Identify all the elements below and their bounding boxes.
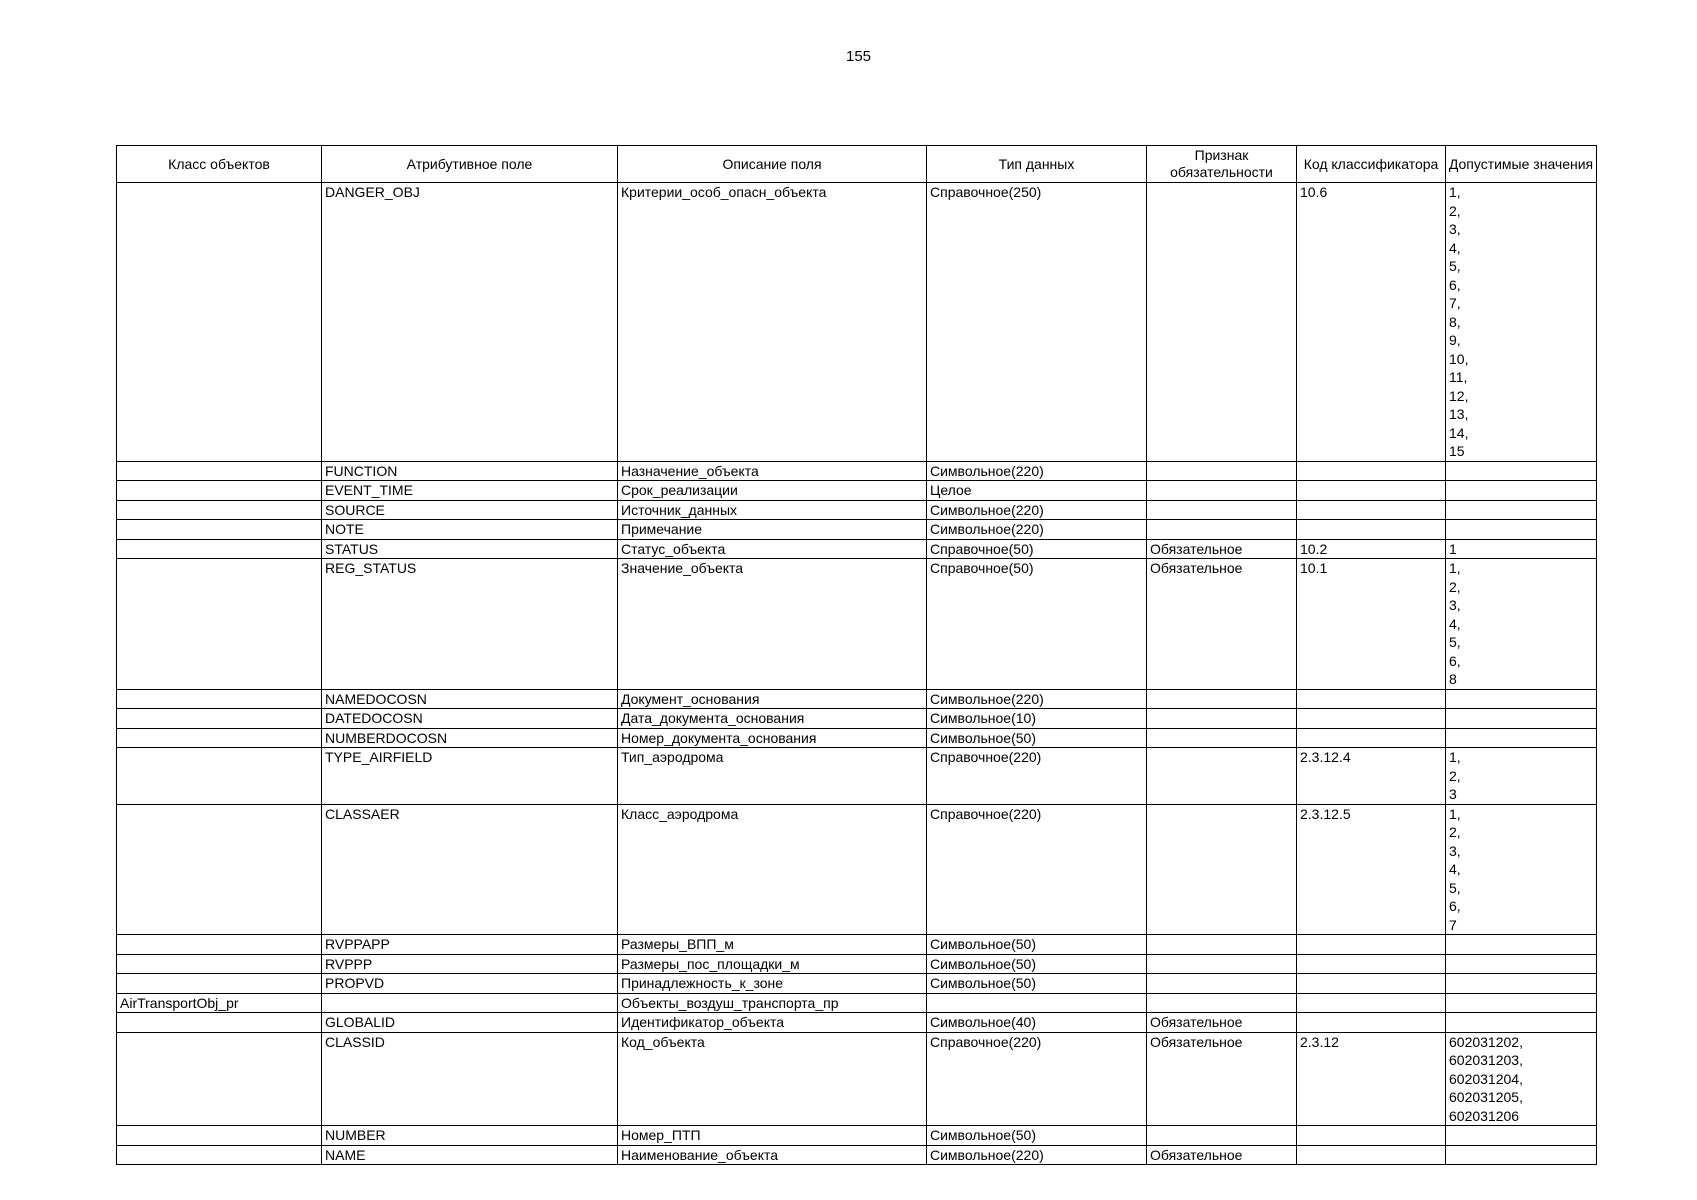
- cell-attribute-field: FUNCTION: [322, 461, 618, 481]
- cell-attribute-field: RVPPP: [322, 954, 618, 974]
- cell-data-type: Символьное(50): [927, 954, 1147, 974]
- attribute-table: [116, 145, 1597, 1165]
- cell-object-class: AirTransportObj_pr: [117, 993, 322, 1013]
- cell-required-flag: [1147, 954, 1297, 974]
- cell-data-type: Справочное(220): [927, 748, 1147, 805]
- cell-data-type: Символьное(220): [927, 1145, 1147, 1165]
- cell-required-flag: [1147, 804, 1297, 935]
- cell-data-type: Символьное(50): [927, 935, 1147, 955]
- header-required-flag: Признак обязательности: [1147, 146, 1297, 183]
- cell-attribute-field: NUMBERDOCOSN: [322, 728, 618, 748]
- cell-object-class: [117, 481, 322, 501]
- cell-required-flag: Обязательное: [1147, 539, 1297, 559]
- cell-required-flag: [1147, 520, 1297, 540]
- cell-data-type: Символьное(220): [927, 520, 1147, 540]
- cell-attribute-field: DANGER_OBJ: [322, 183, 618, 462]
- table-row: [117, 1013, 1597, 1033]
- cell-object-class: [117, 1032, 322, 1126]
- header-classifier-code: Код классификатора: [1297, 146, 1446, 183]
- cell-allowed-values: 1, 2, 3, 4, 5, 6, 7, 8, 9, 10, 11, 12, 13, 14, 15: [1446, 183, 1597, 462]
- cell-required-flag: [1147, 993, 1297, 1013]
- table-row: [117, 689, 1597, 709]
- table-row: [117, 539, 1597, 559]
- cell-classifier-code: 2.3.12.5: [1297, 804, 1446, 935]
- table-row: [117, 481, 1597, 501]
- cell-attribute-field: DATEDOCOSN: [322, 709, 618, 729]
- cell-object-class: [117, 1126, 322, 1146]
- cell-object-class: [117, 461, 322, 481]
- cell-object-class: [117, 1145, 322, 1165]
- cell-classifier-code: [1297, 935, 1446, 955]
- cell-field-description: Размеры_пос_площадки_м: [618, 954, 927, 974]
- table-row: [117, 461, 1597, 481]
- cell-attribute-field: PROPVD: [322, 974, 618, 994]
- cell-attribute-field: CLASSID: [322, 1032, 618, 1126]
- table-body: [117, 183, 1597, 1165]
- cell-field-description: Срок_реализации: [618, 481, 927, 501]
- cell-data-type: Символьное(50): [927, 1126, 1147, 1146]
- cell-attribute-field: [322, 993, 618, 1013]
- cell-attribute-field: CLASSAER: [322, 804, 618, 935]
- cell-field-description: Значение_объекта: [618, 559, 927, 690]
- cell-classifier-code: [1297, 461, 1446, 481]
- table-header-row: [117, 146, 1597, 183]
- cell-object-class: [117, 954, 322, 974]
- page-number: 155: [845, 48, 872, 65]
- cell-attribute-field: TYPE_AIRFIELD: [322, 748, 618, 805]
- cell-attribute-field: NAME: [322, 1145, 618, 1165]
- cell-data-type: Целое: [927, 481, 1147, 501]
- cell-classifier-code: [1297, 954, 1446, 974]
- cell-field-description: Документ_основания: [618, 689, 927, 709]
- header-data-type: Тип данных: [927, 146, 1147, 183]
- cell-allowed-values: [1446, 1126, 1597, 1146]
- cell-classifier-code: 2.3.12: [1297, 1032, 1446, 1126]
- cell-object-class: [117, 500, 322, 520]
- cell-allowed-values: 1, 2, 3: [1446, 748, 1597, 805]
- cell-field-description: Назначение_объекта: [618, 461, 927, 481]
- cell-classifier-code: [1297, 1013, 1446, 1033]
- cell-allowed-values: [1446, 520, 1597, 540]
- cell-field-description: Принадлежность_к_зоне: [618, 974, 927, 994]
- cell-required-flag: [1147, 935, 1297, 955]
- cell-allowed-values: [1446, 689, 1597, 709]
- table-row: [117, 183, 1597, 462]
- cell-allowed-values: 1: [1446, 539, 1597, 559]
- table-row: [117, 1145, 1597, 1165]
- cell-attribute-field: STATUS: [322, 539, 618, 559]
- cell-attribute-field: EVENT_TIME: [322, 481, 618, 501]
- table-row: [117, 520, 1597, 540]
- cell-required-flag: Обязательное: [1147, 1032, 1297, 1126]
- cell-data-type: Символьное(220): [927, 689, 1147, 709]
- cell-allowed-values: [1446, 993, 1597, 1013]
- cell-data-type: Символьное(220): [927, 461, 1147, 481]
- table-row: [117, 1032, 1597, 1126]
- cell-required-flag: Обязательное: [1147, 559, 1297, 690]
- cell-object-class: [117, 748, 322, 805]
- cell-data-type: Справочное(250): [927, 183, 1147, 462]
- cell-object-class: [117, 559, 322, 690]
- cell-required-flag: [1147, 500, 1297, 520]
- cell-required-flag: [1147, 728, 1297, 748]
- cell-object-class: [117, 1013, 322, 1033]
- cell-allowed-values: [1446, 954, 1597, 974]
- cell-attribute-field: NOTE: [322, 520, 618, 540]
- cell-classifier-code: 10.6: [1297, 183, 1446, 462]
- cell-field-description: Критерии_особ_опасн_объекта: [618, 183, 927, 462]
- cell-classifier-code: [1297, 1145, 1446, 1165]
- cell-allowed-values: [1446, 1013, 1597, 1033]
- cell-allowed-values: 1, 2, 3, 4, 5, 6, 7: [1446, 804, 1597, 935]
- cell-required-flag: [1147, 1126, 1297, 1146]
- cell-data-type: Справочное(220): [927, 804, 1147, 935]
- cell-required-flag: [1147, 709, 1297, 729]
- table-row: [117, 993, 1597, 1013]
- table-row: [117, 935, 1597, 955]
- cell-field-description: Статус_объекта: [618, 539, 927, 559]
- cell-data-type: Символьное(10): [927, 709, 1147, 729]
- header-object-class: Класс объектов: [117, 146, 322, 183]
- cell-object-class: [117, 728, 322, 748]
- cell-data-type: Символьное(220): [927, 500, 1147, 520]
- table-row: [117, 559, 1597, 690]
- cell-field-description: Источник_данных: [618, 500, 927, 520]
- cell-classifier-code: [1297, 481, 1446, 501]
- cell-object-class: [117, 539, 322, 559]
- cell-required-flag: [1147, 183, 1297, 462]
- table-row: [117, 954, 1597, 974]
- header-field-description: Описание поля: [618, 146, 927, 183]
- cell-allowed-values: [1446, 728, 1597, 748]
- cell-required-flag: Обязательное: [1147, 1013, 1297, 1033]
- cell-field-description: Размеры_ВПП_м: [618, 935, 927, 955]
- cell-data-type: Справочное(50): [927, 539, 1147, 559]
- cell-object-class: [117, 804, 322, 935]
- cell-allowed-values: [1446, 1145, 1597, 1165]
- cell-classifier-code: [1297, 1126, 1446, 1146]
- cell-required-flag: [1147, 689, 1297, 709]
- cell-allowed-values: [1446, 935, 1597, 955]
- cell-attribute-field: NUMBER: [322, 1126, 618, 1146]
- cell-field-description: Наименование_объекта: [618, 1145, 927, 1165]
- table-row: [117, 728, 1597, 748]
- cell-attribute-field: NAMEDOCOSN: [322, 689, 618, 709]
- cell-data-type: [927, 993, 1147, 1013]
- cell-required-flag: [1147, 974, 1297, 994]
- cell-required-flag: [1147, 461, 1297, 481]
- cell-attribute-field: REG_STATUS: [322, 559, 618, 690]
- cell-data-type: Справочное(50): [927, 559, 1147, 690]
- cell-classifier-code: [1297, 709, 1446, 729]
- cell-required-flag: [1147, 481, 1297, 501]
- cell-object-class: [117, 974, 322, 994]
- cell-allowed-values: [1446, 481, 1597, 501]
- cell-data-type: Символьное(50): [927, 974, 1147, 994]
- cell-field-description: Дата_документа_основания: [618, 709, 927, 729]
- header-allowed-values: Допустимые значения: [1446, 146, 1597, 183]
- cell-data-type: Символьное(50): [927, 728, 1147, 748]
- cell-field-description: Код_объекта: [618, 1032, 927, 1126]
- cell-required-flag: [1147, 748, 1297, 805]
- cell-allowed-values: [1446, 709, 1597, 729]
- cell-object-class: [117, 935, 322, 955]
- table-row: [117, 500, 1597, 520]
- cell-classifier-code: [1297, 520, 1446, 540]
- table-row: [117, 974, 1597, 994]
- cell-attribute-field: RVPPAPP: [322, 935, 618, 955]
- cell-field-description: Номер_документа_основания: [618, 728, 927, 748]
- cell-field-description: Примечание: [618, 520, 927, 540]
- cell-data-type: Символьное(40): [927, 1013, 1147, 1033]
- cell-field-description: Класс_аэродрома: [618, 804, 927, 935]
- cell-field-description: Номер_ПТП: [618, 1126, 927, 1146]
- cell-classifier-code: [1297, 728, 1446, 748]
- table-row: [117, 709, 1597, 729]
- cell-allowed-values: [1446, 974, 1597, 994]
- cell-classifier-code: 10.1: [1297, 559, 1446, 690]
- cell-classifier-code: 2.3.12.4: [1297, 748, 1446, 805]
- table-row: [117, 1126, 1597, 1146]
- cell-allowed-values: [1446, 461, 1597, 481]
- cell-field-description: Тип_аэродрома: [618, 748, 927, 805]
- cell-object-class: [117, 183, 322, 462]
- cell-object-class: [117, 520, 322, 540]
- cell-allowed-values: 602031202, 602031203, 602031204, 602031205, 602031206: [1446, 1032, 1597, 1126]
- header-attribute-field: Атрибутивное поле: [322, 146, 618, 183]
- cell-data-type: Справочное(220): [927, 1032, 1147, 1126]
- cell-allowed-values: [1446, 500, 1597, 520]
- cell-classifier-code: [1297, 993, 1446, 1013]
- cell-allowed-values: 1, 2, 3, 4, 5, 6, 8: [1446, 559, 1597, 690]
- cell-attribute-field: SOURCE: [322, 500, 618, 520]
- cell-object-class: [117, 689, 322, 709]
- cell-classifier-code: [1297, 689, 1446, 709]
- cell-field-description: Идентификатор_объекта: [618, 1013, 927, 1033]
- cell-classifier-code: [1297, 974, 1446, 994]
- cell-required-flag: Обязательное: [1147, 1145, 1297, 1165]
- table-row: [117, 748, 1597, 805]
- cell-object-class: [117, 709, 322, 729]
- cell-classifier-code: [1297, 500, 1446, 520]
- table-row: [117, 804, 1597, 935]
- cell-classifier-code: 10.2: [1297, 539, 1446, 559]
- cell-attribute-field: GLOBALID: [322, 1013, 618, 1033]
- cell-field-description: Объекты_воздуш_транспорта_пр: [618, 993, 927, 1013]
